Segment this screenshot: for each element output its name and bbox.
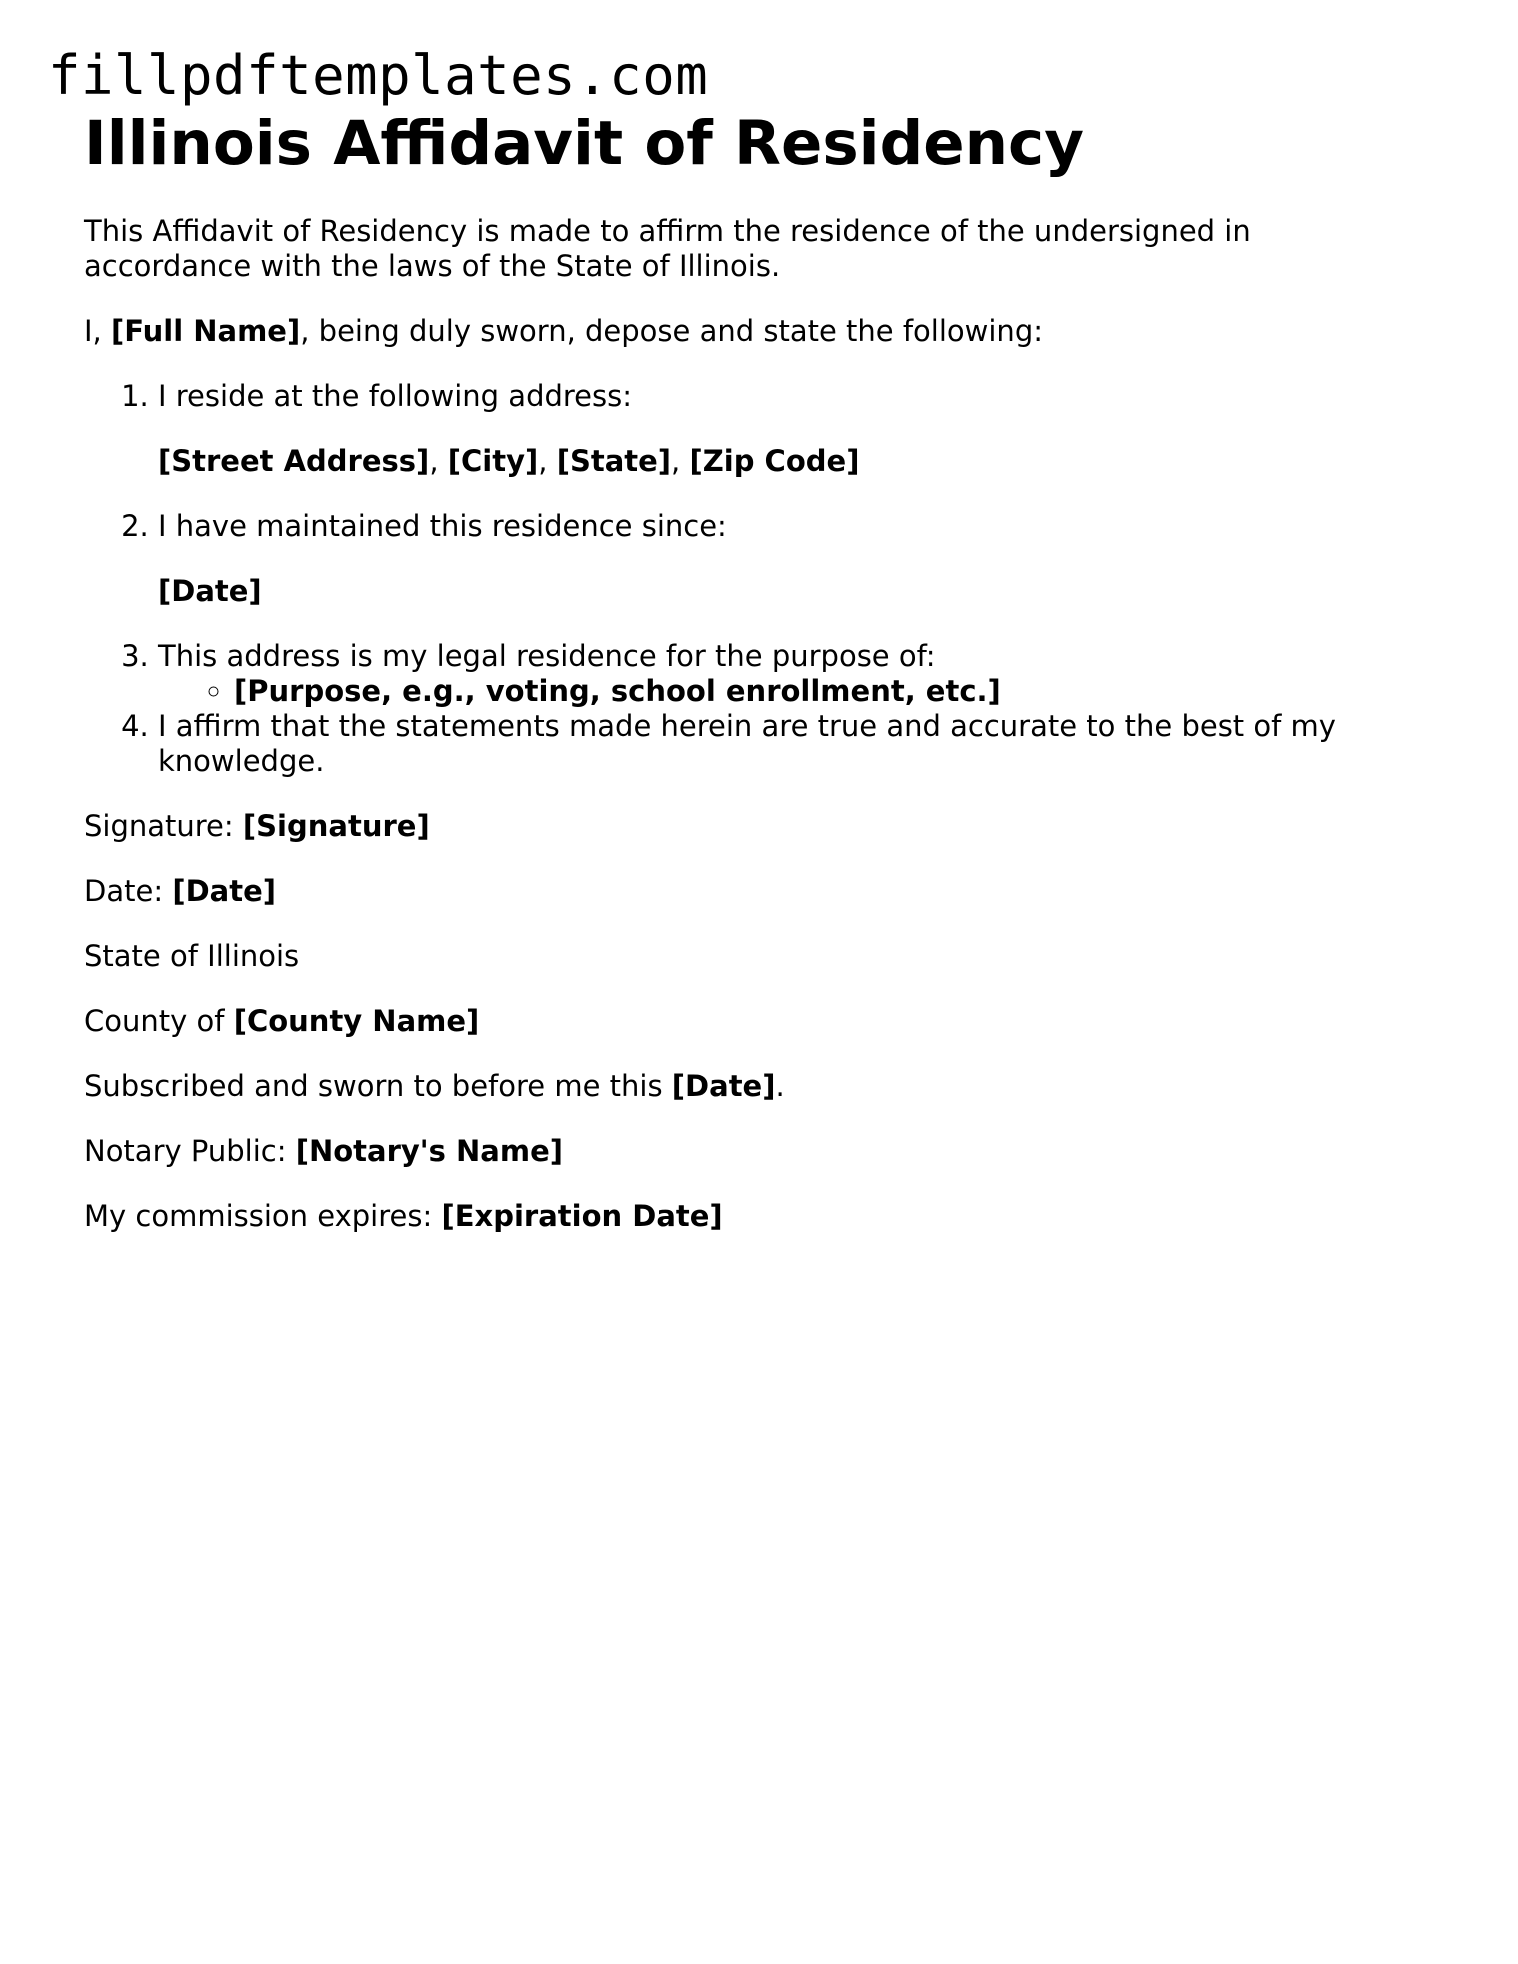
- street-address-field: [Street Address]: [158, 444, 430, 478]
- signature-line: [84, 809, 1424, 844]
- purpose-field: [Purpose, e.g., voting, school enrollment, etc.]: [234, 674, 1001, 708]
- expiration-date-field: [Expiration Date]: [441, 1199, 723, 1233]
- separator: ,: [429, 444, 448, 478]
- county-name-field: [County Name]: [233, 1004, 480, 1038]
- state-field: [State]: [556, 444, 672, 478]
- zip-code-field: [Zip Code]: [689, 444, 860, 478]
- residence-date-field: [Date]: [158, 574, 262, 608]
- oath-suffix: , being duly sworn, depose and state the following:: [300, 314, 1043, 348]
- notary-name-field: [Notary's Name]: [295, 1134, 564, 1168]
- address-line: [158, 444, 1424, 479]
- list-item: [158, 379, 1424, 479]
- oath-statement: [84, 314, 1424, 349]
- county-line: [84, 1004, 1424, 1039]
- list-item: [158, 709, 1424, 779]
- city-field: [City]: [447, 444, 539, 478]
- separator: ,: [671, 444, 690, 478]
- watermark: fillpdftemplates.com: [48, 44, 709, 107]
- subscribed-line: [84, 1069, 1424, 1104]
- subscribed-suffix: .: [775, 1069, 785, 1103]
- list-item: [158, 639, 1424, 709]
- intro-paragraph: This Affidavit of Residency is made to affirm the residence of the undersigned in accordance with the laws of the State of Illinois.: [84, 214, 1251, 283]
- list-item: [158, 509, 1424, 609]
- full-name-field: [Full Name]: [111, 314, 301, 348]
- statement-list: [84, 379, 1424, 779]
- state-line: State of Illinois: [84, 939, 300, 973]
- oath-prefix: I,: [84, 314, 111, 348]
- signature-field: [Signature]: [242, 809, 430, 843]
- page-title: Illinois Affidavit of Residency: [84, 108, 1084, 179]
- item-text: I reside at the following address:: [158, 379, 632, 413]
- purpose-item: [234, 674, 1424, 709]
- document-body: [84, 104, 1424, 1234]
- commission-label: My commission expires:: [84, 1199, 442, 1233]
- date-line: [84, 874, 1424, 909]
- date-field: [Date]: [172, 874, 276, 908]
- item-text: This address is my legal residence for the purpose of:: [158, 639, 936, 673]
- item-text: I affirm that the statements made herein are true and accurate to the best of my knowledge.: [158, 709, 1336, 778]
- notary-label: Notary Public:: [84, 1134, 296, 1168]
- county-label: County of: [84, 1004, 234, 1038]
- purpose-list: [158, 674, 1424, 709]
- commission-line: [84, 1199, 1424, 1234]
- date-label: Date:: [84, 874, 173, 908]
- residence-date-line: [158, 574, 1424, 609]
- subscribed-date-field: [Date]: [671, 1069, 776, 1103]
- signature-label: Signature:: [84, 809, 243, 843]
- separator: ,: [538, 444, 557, 478]
- notary-line: [84, 1134, 1424, 1169]
- item-text: I have maintained this residence since:: [158, 509, 727, 543]
- subscribed-prefix: Subscribed and sworn to before me this: [84, 1069, 672, 1103]
